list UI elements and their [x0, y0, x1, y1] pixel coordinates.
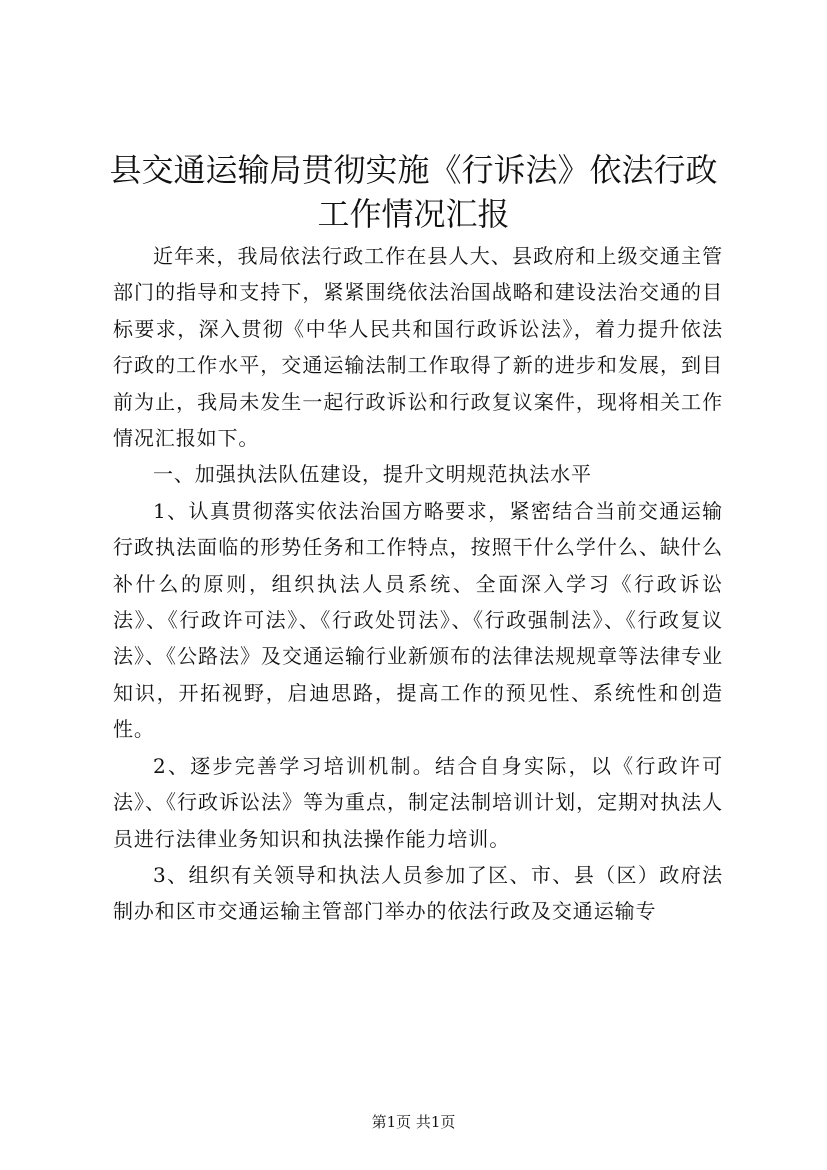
item-paragraph-3: 3、组织有关领导和执法人员参加了区、市、县（区）政府法制办和区市交通运输主管部门举办的依法行政及交通运输专	[113, 862, 723, 924]
item-paragraph-1: 1、认真贯彻落实依法治国方略要求，紧密结合当前交通运输行政执法面临的形势任务和工作特点，按照干什么学什么、缺什么补什么的原则，组织执法人员系统、全面深入学习《行政诉讼法》、《行政许可法》、《行政处罚法》、《行政强制法》、《行政复议法》、《公路法》及交通运输行业新颁布的法律法规规章等法律专业知识，开拓视野，启迪思路，提高工作的预见性、系统性和创造性。	[113, 498, 723, 742]
intro-paragraph: 近年来，我局依法行政工作在县人大、县政府和上级交通主管部门的指导和支持下，紧紧围绕依法治国战略和建设法治交通的目标要求，深入贯彻《中华人民共和国行政诉讼法》，着力提升依法行政的工作水平，交通运输法制工作取得了新的进步和发展，到目前为止，我局未发生一起行政诉讼和行政复议案件，现将相关工作情况汇报如下。	[113, 244, 723, 451]
document-body	[113, 238, 723, 930]
item-paragraph-2: 2、逐步完善学习培训机制。结合自身实际，以《行政许可法》、《行政诉讼法》等为重点，制定法制培训计划，定期对执法人员进行法律业务知识和执法操作能力培训。	[113, 753, 723, 851]
document-title: 县交通运输局贯彻实施《行诉法》依法行政工作情况汇报	[109, 151, 718, 233]
section-heading: 一、加强执法队伍建设，提升文明规范执法水平	[153, 462, 592, 487]
page-number-footer: 第1页 共1页	[371, 1113, 456, 1131]
